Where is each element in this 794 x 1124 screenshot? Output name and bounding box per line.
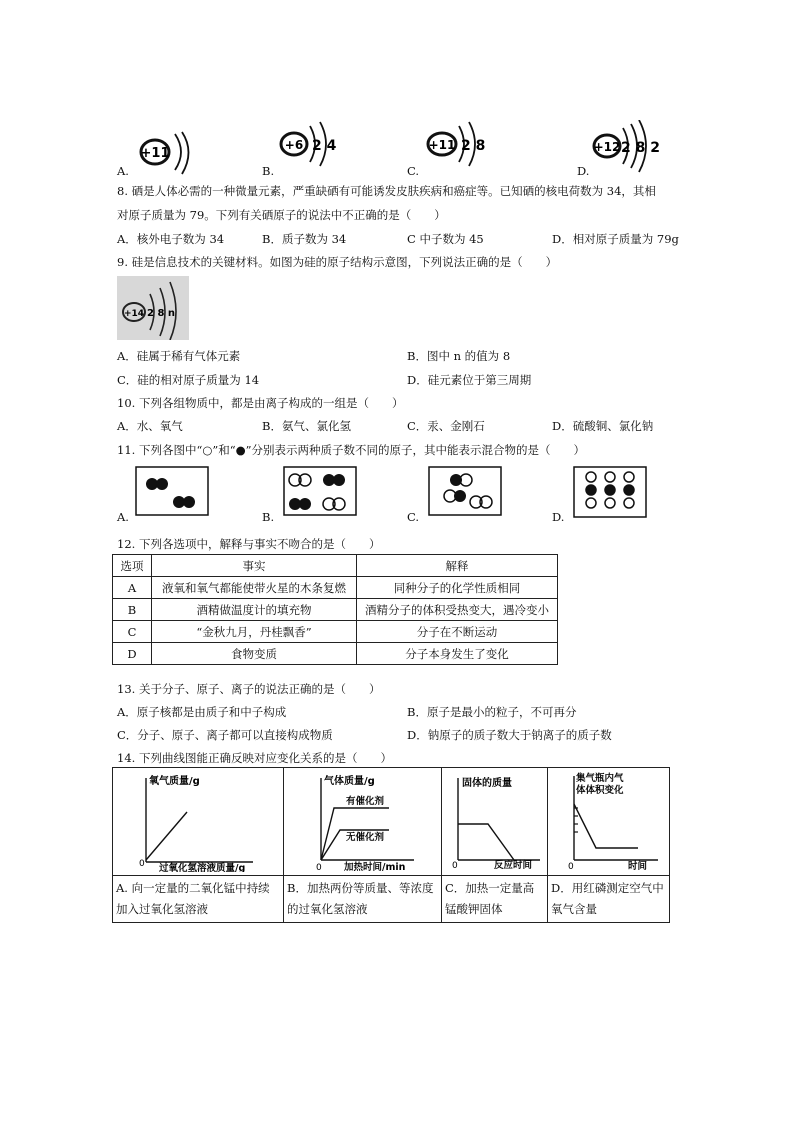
svg-text:0: 0 <box>139 859 145 869</box>
svg-text:+11: +11 <box>428 138 456 152</box>
q10-option-b: B．氨气、氯化氢 <box>262 419 351 433</box>
q7-option-b: +6 2 4 B. <box>262 120 372 183</box>
q7-options <box>117 120 677 180</box>
atom-diagram-d <box>577 120 687 180</box>
svg-text:+14: +14 <box>123 309 145 319</box>
graph-row <box>113 768 670 876</box>
table-row: B 酒精做温度计的填充物 酒精分子的体积受热变大，遇冷变小 <box>113 599 558 621</box>
q9-option-c: C．硅的相对原子质量为 14 <box>117 373 260 387</box>
q9-option-b: B．图中 n 的值为 8 <box>407 349 511 363</box>
q8-option-c: C 中子数为 45 <box>407 232 484 246</box>
q10-option-a: A．水、氧气 <box>117 419 183 433</box>
q12-stem: 12. 下列各选项中，解释与事实不吻合的是（ ） <box>117 537 381 551</box>
q7-option-d: +12 2 8 2 D. <box>577 120 687 183</box>
particle-box-a <box>135 466 209 516</box>
table-header-row: 选项 事实 解释 <box>113 555 558 577</box>
q10-stem: 10. 下列各组物质中，都是由离子构成的一组是（ ） <box>117 396 404 410</box>
q12-table <box>112 554 558 665</box>
q14-stem: 14. 下列曲线图能正确反映对应变化关系的是（ ） <box>117 751 392 765</box>
svg-text:反应时间: 反应时间 <box>494 860 533 871</box>
table-row: A 液氧和氧气都能使带火星的木条复燃 同种分子的化学性质相同 <box>113 577 558 599</box>
q13-option-d: D．钠原子的质子数大于钠离子的质子数 <box>407 728 612 742</box>
svg-text:+12: +12 <box>593 140 621 154</box>
particle-box-c <box>428 466 502 516</box>
svg-text:2 8 n: 2 8 n <box>147 308 175 319</box>
graph-c-cell <box>442 768 548 876</box>
q11-stem: 11. 下列各图中“○”和“●”分别表示两种质子数不同的原子，其中能表示混合物的是（ ） <box>117 443 586 457</box>
q13-option-b: B．原子是最小的粒子，不可再分 <box>407 705 577 719</box>
q9-stem: 9. 硅是信息技术的关键材料。如图为硅的原子结构示意图，下列说法正确的是（ ） <box>117 255 558 269</box>
graph-d <box>548 768 668 872</box>
graph-a-caption: A. 向一定量的二氧化锰中持续加入过氧化氢溶液 <box>116 881 270 916</box>
caption-row <box>113 876 670 923</box>
svg-text:过氧化氢溶液质量/g: 过氧化氢溶液质量/g <box>159 863 246 872</box>
q8-option-d: D．相对原子质量为 79g <box>552 232 679 246</box>
q9-option-a: A．硅属于稀有气体元素 <box>117 349 241 363</box>
atom-diagram-a <box>117 120 207 180</box>
q11-options: A. B. C. D. <box>117 466 677 526</box>
svg-text:+6: +6 <box>284 138 304 152</box>
graph-d-cell <box>548 768 670 876</box>
graph-b <box>284 768 441 872</box>
graph-b-caption: B．加热两份等质量、等浓度的过氧化氢溶液 <box>287 881 434 916</box>
q14-table <box>112 767 670 923</box>
svg-text:加热时间/min: 加热时间/min <box>344 862 406 872</box>
q13-option-c: C．分子、原子、离子都可以直接构成物质 <box>117 728 333 742</box>
svg-text:体体积变化: 体体积变化 <box>576 785 624 796</box>
q9-option-d: D．硅元素位于第三周期 <box>407 373 532 387</box>
svg-text:+11: +11 <box>140 146 170 161</box>
silicon-atom-figure <box>117 276 189 340</box>
q8-option-b: B．质子数为 34 <box>262 232 347 246</box>
graph-c <box>442 768 547 872</box>
table-row: D 食物变质 分子本身发生了变化 <box>113 643 558 665</box>
q10-option-c: C．汞、金刚石 <box>407 419 485 433</box>
q10-option-d: D．硫酸铜、氯化钠 <box>552 419 654 433</box>
graph-a-cell <box>113 768 284 876</box>
q7-option-c: +11 2 8 C. <box>407 120 517 183</box>
graph-c-caption: C．加热一定量高锰酸钾固体 <box>445 881 535 916</box>
q8-stem-line2: 对原子质量为 79。下列有关硒原子的说法中不正确的是（ ） <box>117 208 446 222</box>
q13-stem: 13. 关于分子、原子、离子的说法正确的是（ ） <box>117 682 381 696</box>
svg-text:时间: 时间 <box>628 861 648 872</box>
svg-text:集气瓶内气: 集气瓶内气 <box>576 773 624 784</box>
svg-text:无催化剂: 无催化剂 <box>346 832 385 843</box>
svg-text:0: 0 <box>316 863 322 872</box>
atom-diagram-b <box>262 120 372 180</box>
graph-d-caption: D．用红磷测定空气中氧气含量 <box>551 881 664 916</box>
svg-text:2 8 2: 2 8 2 <box>621 140 660 156</box>
table-row: C “金秋九月，丹桂飘香” 分子在不断运动 <box>113 621 558 643</box>
svg-text:气体质量/g: 气体质量/g <box>324 776 375 787</box>
graph-b-cell <box>284 768 442 876</box>
svg-text:氧气质量/g: 氧气质量/g <box>149 776 200 787</box>
svg-text:有催化剂: 有催化剂 <box>346 796 385 807</box>
svg-text:0: 0 <box>568 862 574 872</box>
q8-option-a: A．核外电子数为 34 <box>117 232 225 246</box>
particle-box-d <box>573 466 647 518</box>
svg-text:2 4: 2 4 <box>312 138 337 154</box>
atom-diagram-c <box>407 120 517 180</box>
q13-option-a: A．原子核都是由质子和中子构成 <box>117 705 287 719</box>
svg-text:固体的质量: 固体的质量 <box>462 778 512 789</box>
svg-text:0: 0 <box>452 861 458 871</box>
q7-option-a: +11 A. <box>117 120 207 183</box>
q8-stem-line1: 8. 硒是人体必需的一种微量元素，严重缺硒有可能诱发皮肤疾病和癌症等。已知硒的核电荷数为 34，其相 <box>117 184 656 198</box>
graph-a <box>113 768 283 872</box>
particle-box-b <box>283 466 357 516</box>
svg-text:2 8: 2 8 <box>461 138 486 154</box>
